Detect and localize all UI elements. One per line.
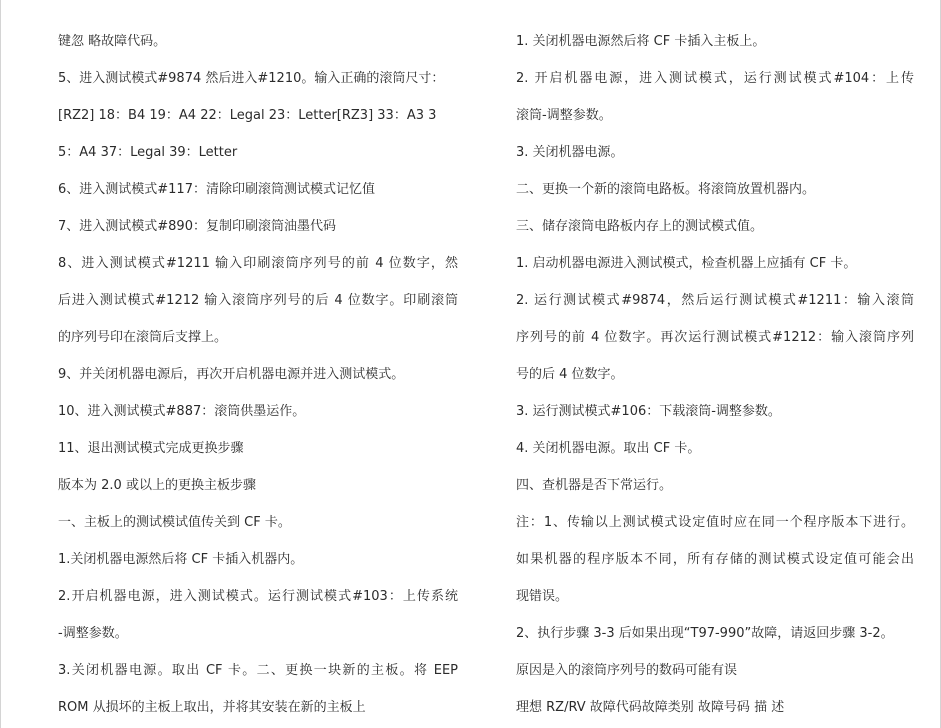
text-line: 理想 RZ/RV 故障代码故障类别 故障号码 描 述	[516, 700, 785, 715]
text-line: 6、进入测试模式#117：清除印刷滚筒测试模式记忆值	[58, 182, 375, 197]
page-edge-left	[0, 0, 1, 728]
text-line: 4. 关闭机器电源。取出 CF 卡。	[516, 441, 701, 456]
text-line: 三、储存滚筒电路板内存上的测试模式值。	[516, 219, 764, 234]
text-line: 注：1、传输以上测试模式设定值时应在同一个程序版本下进行。	[516, 515, 914, 530]
text-line: 键忽 略故障代码。	[58, 34, 167, 49]
text-line: 2. 开启机器电源，进入测试模式，运行测试模式#104：上传	[516, 71, 914, 86]
text-line: 7、进入测试模式#890：复制印刷滚筒油墨代码	[58, 219, 336, 234]
text-line: 2. 运行测试模式#9874，然后运行测试模式#1211：输入滚筒	[516, 293, 914, 308]
text-line: 四、查机器是否下常运行。	[516, 478, 673, 493]
text-line: 号的后 4 位数字。	[516, 367, 624, 382]
text-line: 3. 运行测试模式#106：下载滚筒-调整参数。	[516, 404, 781, 419]
text-line: 一、主板上的测试模试值传关到 CF 卡。	[58, 515, 291, 530]
text-line: 如果机器的程序版本不同，所有存储的测试模式设定值可能会出	[516, 552, 914, 567]
text-line: [RZ2] 18：B4 19：A4 22：Legal 23：Letter[RZ3] 33：A3 3	[58, 108, 437, 123]
text-line: 9、并关闭机器电源后，再次开启机器电源并进入测试模式。	[58, 367, 405, 382]
text-line: -调整参数。	[58, 626, 128, 641]
text-line: 版本为 2.0 或以上的更换主板步骤	[58, 478, 256, 493]
text-line: 序列号的前 4 位数字。再次运行测试模式#1212：输入滚筒序列	[516, 330, 914, 345]
text-line: 滚筒-调整参数。	[516, 108, 612, 123]
text-line: 现错误。	[516, 589, 569, 604]
text-line: 的序列号印在滚筒后支撑上。	[58, 330, 228, 345]
text-line: 3.关闭机器电源。取出 CF 卡。二、更换一块新的主板。将 EEP	[58, 663, 458, 678]
text-line: 1. 启动机器电源进入测试模式，检查机器上应插有 CF 卡。	[516, 256, 857, 271]
text-line: 原因是入的滚筒序列号的数码可能有误	[516, 663, 738, 678]
text-line: 2.开启机器电源，进入测试模式。运行测试模式#103：上传系统	[58, 589, 458, 604]
text-line: 8、进入测试模式#1211 输入印刷滚筒序列号的前 4 位数字，然	[58, 256, 458, 271]
text-line: 10、进入测试模式#887：滚筒供墨运作。	[58, 404, 306, 419]
text-line: 11、退出测试模式完成更换步骤	[58, 441, 244, 456]
text-line: 1. 关闭机器电源然后将 CF 卡插入主板上。	[516, 34, 766, 49]
text-line: 5：A4 37：Legal 39：Letter	[58, 145, 238, 160]
text-line: 二、更换一个新的滚筒电路板。将滚筒放置机器内。	[516, 182, 816, 197]
text-line: 2、执行步骤 3-3 后如果出现“T97-990”故障，请返回步骤 3-2。	[516, 626, 894, 641]
text-line: 5、进入测试模式#9874 然后进入#1210。输入正确的滚筒尺寸：	[58, 71, 445, 86]
text-line: 后进入测试模式#1212 输入滚筒序列号的后 4 位数字。印刷滚筒	[58, 293, 458, 308]
text-line: ROM 从损坏的主板上取出，并将其安装在新的主板上	[58, 700, 366, 715]
text-line: 3. 关闭机器电源。	[516, 145, 624, 160]
text-line: 1.关闭机器电源然后将 CF 卡插入机器内。	[58, 552, 304, 567]
